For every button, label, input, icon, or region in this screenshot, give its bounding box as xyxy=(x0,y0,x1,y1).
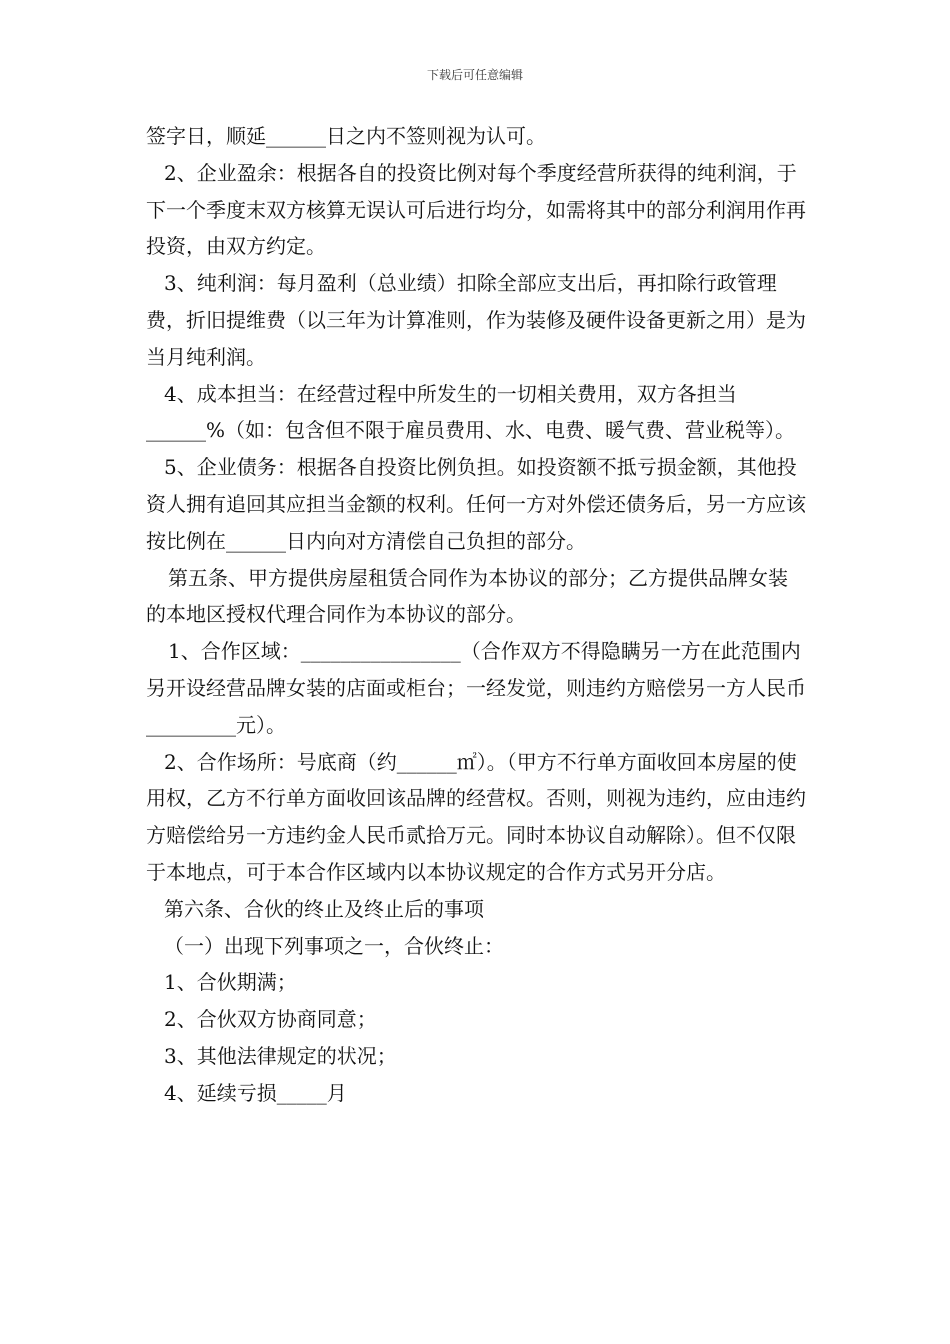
paragraph-signing-deadline: 签字日，顺延______日之内不签则视为认可。 xyxy=(146,124,546,148)
paragraph-article-six-heading: 第六条、合伙的终止及终止后的事项 xyxy=(164,896,484,921)
page-header-note: 下载后可任意编辑 xyxy=(426,68,523,82)
paragraph-enterprise-surplus: 2、企业盈余：根据各自的投资比例对每个季度经营所获得的纯利润，于下一个季度末双方核算无误认可后进行均分，如需将其中的部分利润用作再投资，由双方约定。 xyxy=(146,160,806,259)
paragraph-cooperation-premises: 2、合作场所：号底商（约______㎡）。（甲方不行单方面收回本房屋的使用权，乙方不行单方面收回该品牌的经营权。否则，则视为违约，应由违约方赔偿给另一方违约金人民币贰拾万元。同时本协议自动解除）。但不仅限于本地点，可于本合作区域内以本协议规定的合作方式另开分店。 xyxy=(146,749,806,884)
paragraph-net-profit: 3、纯利润：每月盈利（总业绩）扣除全部应支出后，再扣除行政管理费，折旧提维费（以三年为计算准则，作为装修及硬件设备更新之用）是为当月纯利润。 xyxy=(146,271,806,369)
list-item-mutual-agreement: 2、合伙双方协商同意； xyxy=(164,1007,377,1032)
paragraph-cooperation-area: 1、合作区域：________________（合作双方不得隐瞒另一方在此范围内另开设经营品牌女装的店面或柜台；一经发觉，则违约方赔偿另一方人民币_________元）。 xyxy=(146,639,806,737)
paragraph-cost-sharing: 4、成本担当：在经营过程中所发生的一切相关费用，双方各担当______%（如：包含但不限于雇员费用、水、电费、暖气费、营业税等）。 xyxy=(146,381,796,443)
list-item-continuous-loss: 4、延续亏损_____月 xyxy=(164,1080,347,1105)
list-item-term-expiry: 1、合伙期满； xyxy=(164,970,297,995)
paragraph-termination-conditions: （一）出现下列事项之一，合伙终止： xyxy=(164,933,504,958)
paragraph-enterprise-debt: 5、企业债务：根据各自投资比例负担。如投资额不抵亏损金额，其他投资人拥有追回其应担当金额的权利。任何一方对外偿还债务后，另一方应该按比例在______日内向对方清偿自己负担的部分。 xyxy=(146,455,806,553)
document-body xyxy=(146,118,806,1112)
paragraph-article-five: 第五条、甲方提供房屋租赁合同作为本协议的部分；乙方提供品牌女装的本地区授权代理合同作为本协议的部分。 xyxy=(146,565,788,627)
list-item-legal-conditions: 3、其他法律规定的状况； xyxy=(164,1043,397,1068)
